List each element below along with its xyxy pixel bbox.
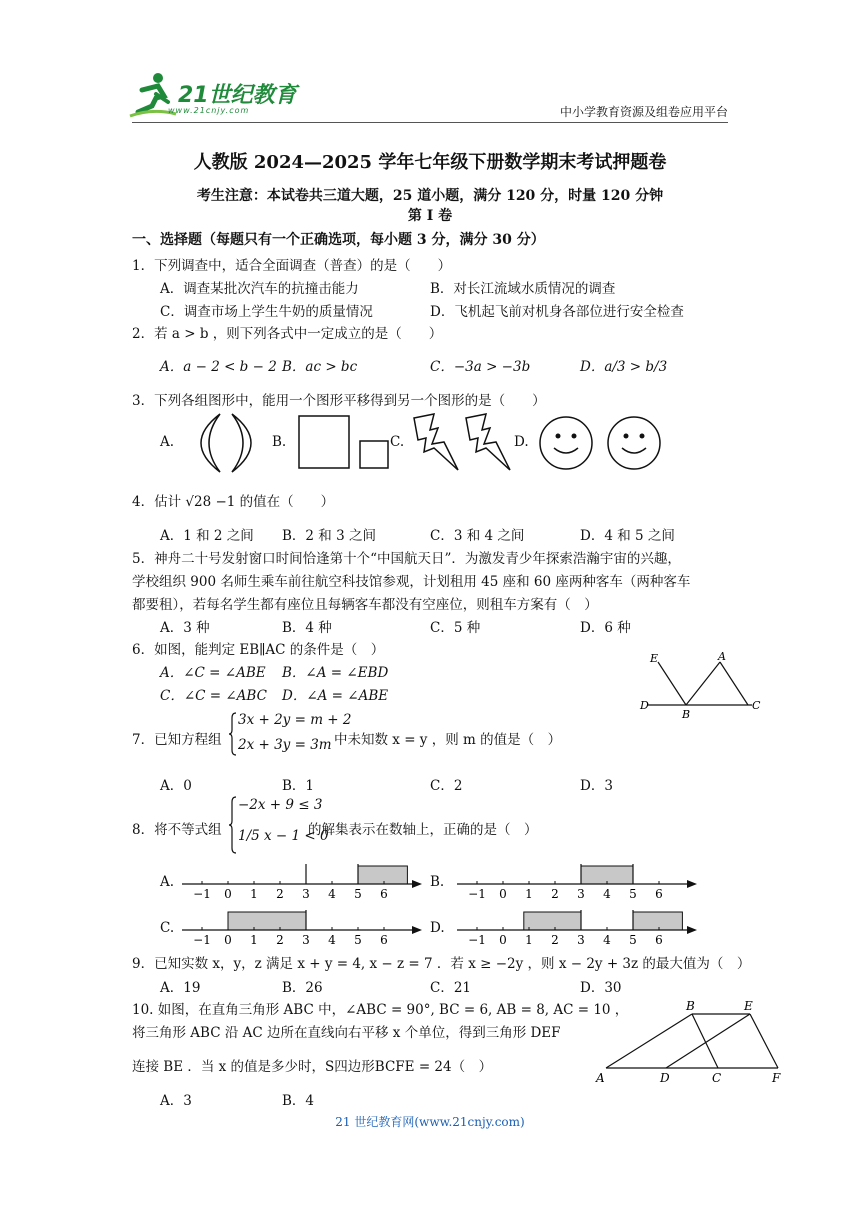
question-7-option-c: C．2 — [430, 778, 463, 794]
question-8-option-c: C. — [160, 920, 175, 936]
tick-label: 2 — [551, 933, 559, 947]
axis-arrow — [412, 880, 422, 888]
question-6-option-d: D．∠A = ∠ABE — [282, 688, 389, 704]
question-3-figure-d — [538, 414, 664, 472]
fig10-label-e: E — [744, 999, 753, 1013]
question-2-stem: 2．若 a > b ，则下列各式中一定成立的是（ ） — [132, 326, 443, 342]
question-6-figure — [640, 650, 764, 721]
logo-text: 21世纪教育 — [178, 83, 297, 108]
question-1-option-a: A．调查某批次汽车的抗撞击能力 — [160, 281, 359, 297]
question-7-option-b: B．1 — [282, 778, 315, 794]
fig6-label-e: E — [650, 652, 659, 665]
question-9-option-a: A．19 — [160, 980, 201, 996]
tick-label: 6 — [380, 887, 388, 901]
tick-label: 5 — [629, 933, 637, 947]
question-10-stem-line-3: 连接 BE ．当 x 的值是多少时，S四边形BCFE = 24（ ） — [132, 1059, 493, 1075]
shaded-region — [524, 912, 581, 930]
logo-url: www.21cnjy.com — [168, 106, 250, 115]
question-3-stem: 3．下列各组图形中，能用一个图形平移得到另一个图形的是（ ） — [132, 393, 546, 409]
question-4-option-b: B．2 和 3 之间 — [282, 528, 376, 544]
header-divider — [132, 122, 728, 123]
question-8-stem-pre: 8．将不等式组 — [132, 822, 222, 838]
question-8-number-line-b — [455, 856, 700, 901]
question-4-option-d: D．4 和 5 之间 — [580, 528, 675, 544]
question-4-stem: 4．估计 √28 −1 的值在（ ） — [132, 494, 335, 510]
question-7-brace — [229, 712, 237, 756]
fig6-label-a: A — [718, 650, 726, 663]
tick-label: 6 — [655, 933, 663, 947]
question-5-stem-line-3: 都要租），若每名学生都有座位且每辆客车都没有空座位，则租车方案有（ ） — [132, 597, 598, 613]
tick-label: 5 — [629, 887, 637, 901]
question-8-number-line-c — [180, 902, 425, 947]
tick-label: 0 — [499, 887, 507, 901]
tick-label: 3 — [302, 887, 310, 901]
fig6-label-d: D — [640, 699, 649, 712]
shaded-region — [228, 912, 306, 930]
tick-label: −1 — [468, 887, 486, 901]
tick-label: 3 — [577, 933, 585, 947]
shaded-region — [633, 912, 682, 930]
fig10-label-b: B — [686, 999, 695, 1013]
fig10-label-d: D — [660, 1071, 670, 1085]
question-3-figure-c — [412, 412, 516, 474]
question-10-option-b: B．4 — [282, 1093, 315, 1109]
tick-label: −1 — [193, 887, 211, 901]
tick-label: −1 — [468, 933, 486, 947]
section-heading: 一、选择题（每题只有一个正确选项，每小题 3 分，满分 30 分） — [132, 232, 545, 248]
question-3-option-c: C. — [390, 434, 405, 450]
tick-label: 2 — [276, 887, 284, 901]
tick-label: 4 — [328, 933, 336, 947]
tick-label: 4 — [603, 887, 611, 901]
exam-notice: 考生注意：本试卷共三道大题，25 道小题，满分 120 分，时量 120 分钟 — [196, 188, 664, 204]
question-5-option-b: B．4 种 — [282, 620, 332, 636]
question-1-stem: 1．下列调查中，适合全面调查（普查）的是（ ） — [132, 258, 452, 274]
question-8-system-line-1: −2x + 9 ≤ 3 — [238, 797, 323, 813]
question-5-option-c: C．5 种 — [430, 620, 481, 636]
question-9-option-b: B．26 — [282, 980, 323, 996]
footer-source: 21 世纪教育网(www.21cnjy.com) — [335, 1115, 525, 1129]
axis-arrow — [687, 880, 697, 888]
tick-label: 1 — [250, 887, 258, 901]
question-5-stem-line-2: 学校组织 900 名师生乘车前往航空科技馆参观，计划租用 45 座和 60 座两种客车（两种客车 — [132, 574, 691, 590]
tick-label: 4 — [603, 933, 611, 947]
tick-label: 3 — [302, 933, 310, 947]
question-8-number-line-d — [455, 902, 700, 947]
question-5-stem-line-1: 5．神舟二十号发射窗口时间恰逢第十个“中国航天日”．为激发青少年探索浩瀚宇宙的兴趣， — [132, 551, 681, 567]
platform-label: 中小学教育资源及组卷应用平台 — [559, 105, 728, 119]
question-4-option-a: A．1 和 2 之间 — [160, 528, 254, 544]
question-5-option-a: A．3 种 — [160, 620, 210, 636]
volume-label: 第 I 卷 — [407, 208, 453, 224]
question-4-option-c: C．3 和 4 之间 — [430, 528, 525, 544]
question-8-option-d: D. — [430, 920, 445, 936]
question-3-option-b: B. — [272, 434, 287, 450]
question-7-system-line-2: 2x + 3y = 3m — [238, 737, 332, 753]
question-8-option-a: A. — [160, 874, 175, 890]
question-7-system-line-1: 3x + 2y = m + 2 — [238, 712, 352, 728]
question-6-stem: 6．如图，能判定 EB∥AC 的条件是（ ） — [132, 642, 385, 658]
shaded-region — [358, 866, 407, 884]
question-6-option-c: C．∠C = ∠ABC — [160, 688, 267, 704]
question-2-option-c: C．−3a > −3b — [430, 359, 531, 375]
question-9-option-c: C．21 — [430, 980, 472, 996]
tick-label: 6 — [655, 887, 663, 901]
fig10-label-a: A — [596, 1071, 605, 1085]
fig6-label-b: B — [682, 708, 691, 721]
question-2-option-d: D．a/3 > b/3 — [580, 359, 668, 375]
question-8-system-line-2: 1/5 x − 1 < 0 — [238, 828, 329, 844]
question-8-option-b: B. — [430, 874, 445, 890]
question-2-option-b: B．ac > bc — [282, 359, 358, 375]
page-title: 人教版 2024—2025 学年七年级下册数学期末考试押题卷 — [193, 152, 667, 173]
question-7-option-a: A．0 — [160, 778, 192, 794]
question-5-option-d: D．6 种 — [580, 620, 631, 636]
question-3-option-d: D. — [514, 434, 529, 450]
question-3-figure-b — [298, 415, 390, 471]
axis-arrow — [412, 926, 422, 934]
question-7-option-d: D．3 — [580, 778, 613, 794]
question-6-option-a: A．∠C = ∠ABE — [160, 665, 266, 681]
fig6-label-c: C — [752, 699, 761, 712]
question-7-stem-pre: 7．已知方程组 — [132, 732, 222, 748]
tick-label: 0 — [224, 887, 232, 901]
question-8-brace — [229, 796, 237, 854]
tick-label: 0 — [499, 933, 507, 947]
tick-label: 2 — [551, 887, 559, 901]
question-1-option-b: B．对长江流域水质情况的调查 — [430, 281, 616, 297]
tick-label: 5 — [354, 933, 362, 947]
question-9-option-d: D．30 — [580, 980, 622, 996]
fig10-label-f: F — [772, 1071, 781, 1085]
question-3-figure-a — [180, 412, 272, 474]
axis-arrow — [687, 926, 697, 934]
question-2-option-a: A．a − 2 < b − 2 — [160, 359, 277, 375]
tick-label: 5 — [354, 887, 362, 901]
tick-label: 2 — [276, 933, 284, 947]
question-3-option-a: A. — [160, 434, 175, 450]
fig10-label-c: C — [712, 1071, 722, 1085]
question-9-stem: 9．已知实数 x，y，z 满足 x + y = 4, x − z = 7 ．若 x ≥ −2y ，则 x − 2y + 3z 的最大值为（ ） — [132, 956, 751, 972]
question-8-stem-post: 的解集表示在数轴上，正确的是（ ） — [308, 822, 538, 838]
question-10-stem-line-1: 10. 如图，在直角三角形 ABC 中，∠ABC = 90°, BC = 6, AB = 8, AC = 10 ， — [132, 1002, 629, 1018]
tick-label: 0 — [224, 933, 232, 947]
question-7-stem-post: 中未知数 x = y ，则 m 的值是（ ） — [334, 732, 562, 748]
question-10-option-a: A．3 — [160, 1093, 192, 1109]
question-1-option-d: D．飞机起飞前对机身各部位进行安全检查 — [430, 304, 684, 320]
question-10-figure — [594, 1000, 790, 1088]
question-1-option-c: C．调查市场上学生牛奶的质量情况 — [160, 304, 373, 320]
tick-label: 1 — [250, 933, 258, 947]
tick-label: 4 — [328, 887, 336, 901]
tick-label: 1 — [525, 887, 533, 901]
tick-label: 3 — [577, 887, 585, 901]
question-8-number-line-a — [180, 856, 425, 901]
tick-label: 6 — [380, 933, 388, 947]
tick-label: −1 — [193, 933, 211, 947]
question-6-option-b: B．∠A = ∠EBD — [282, 665, 389, 681]
question-10-stem-line-2: 将三角形 ABC 沿 AC 边所在直线向右平移 x 个单位，得到三角形 DEF — [132, 1025, 561, 1041]
tick-label: 1 — [525, 933, 533, 947]
